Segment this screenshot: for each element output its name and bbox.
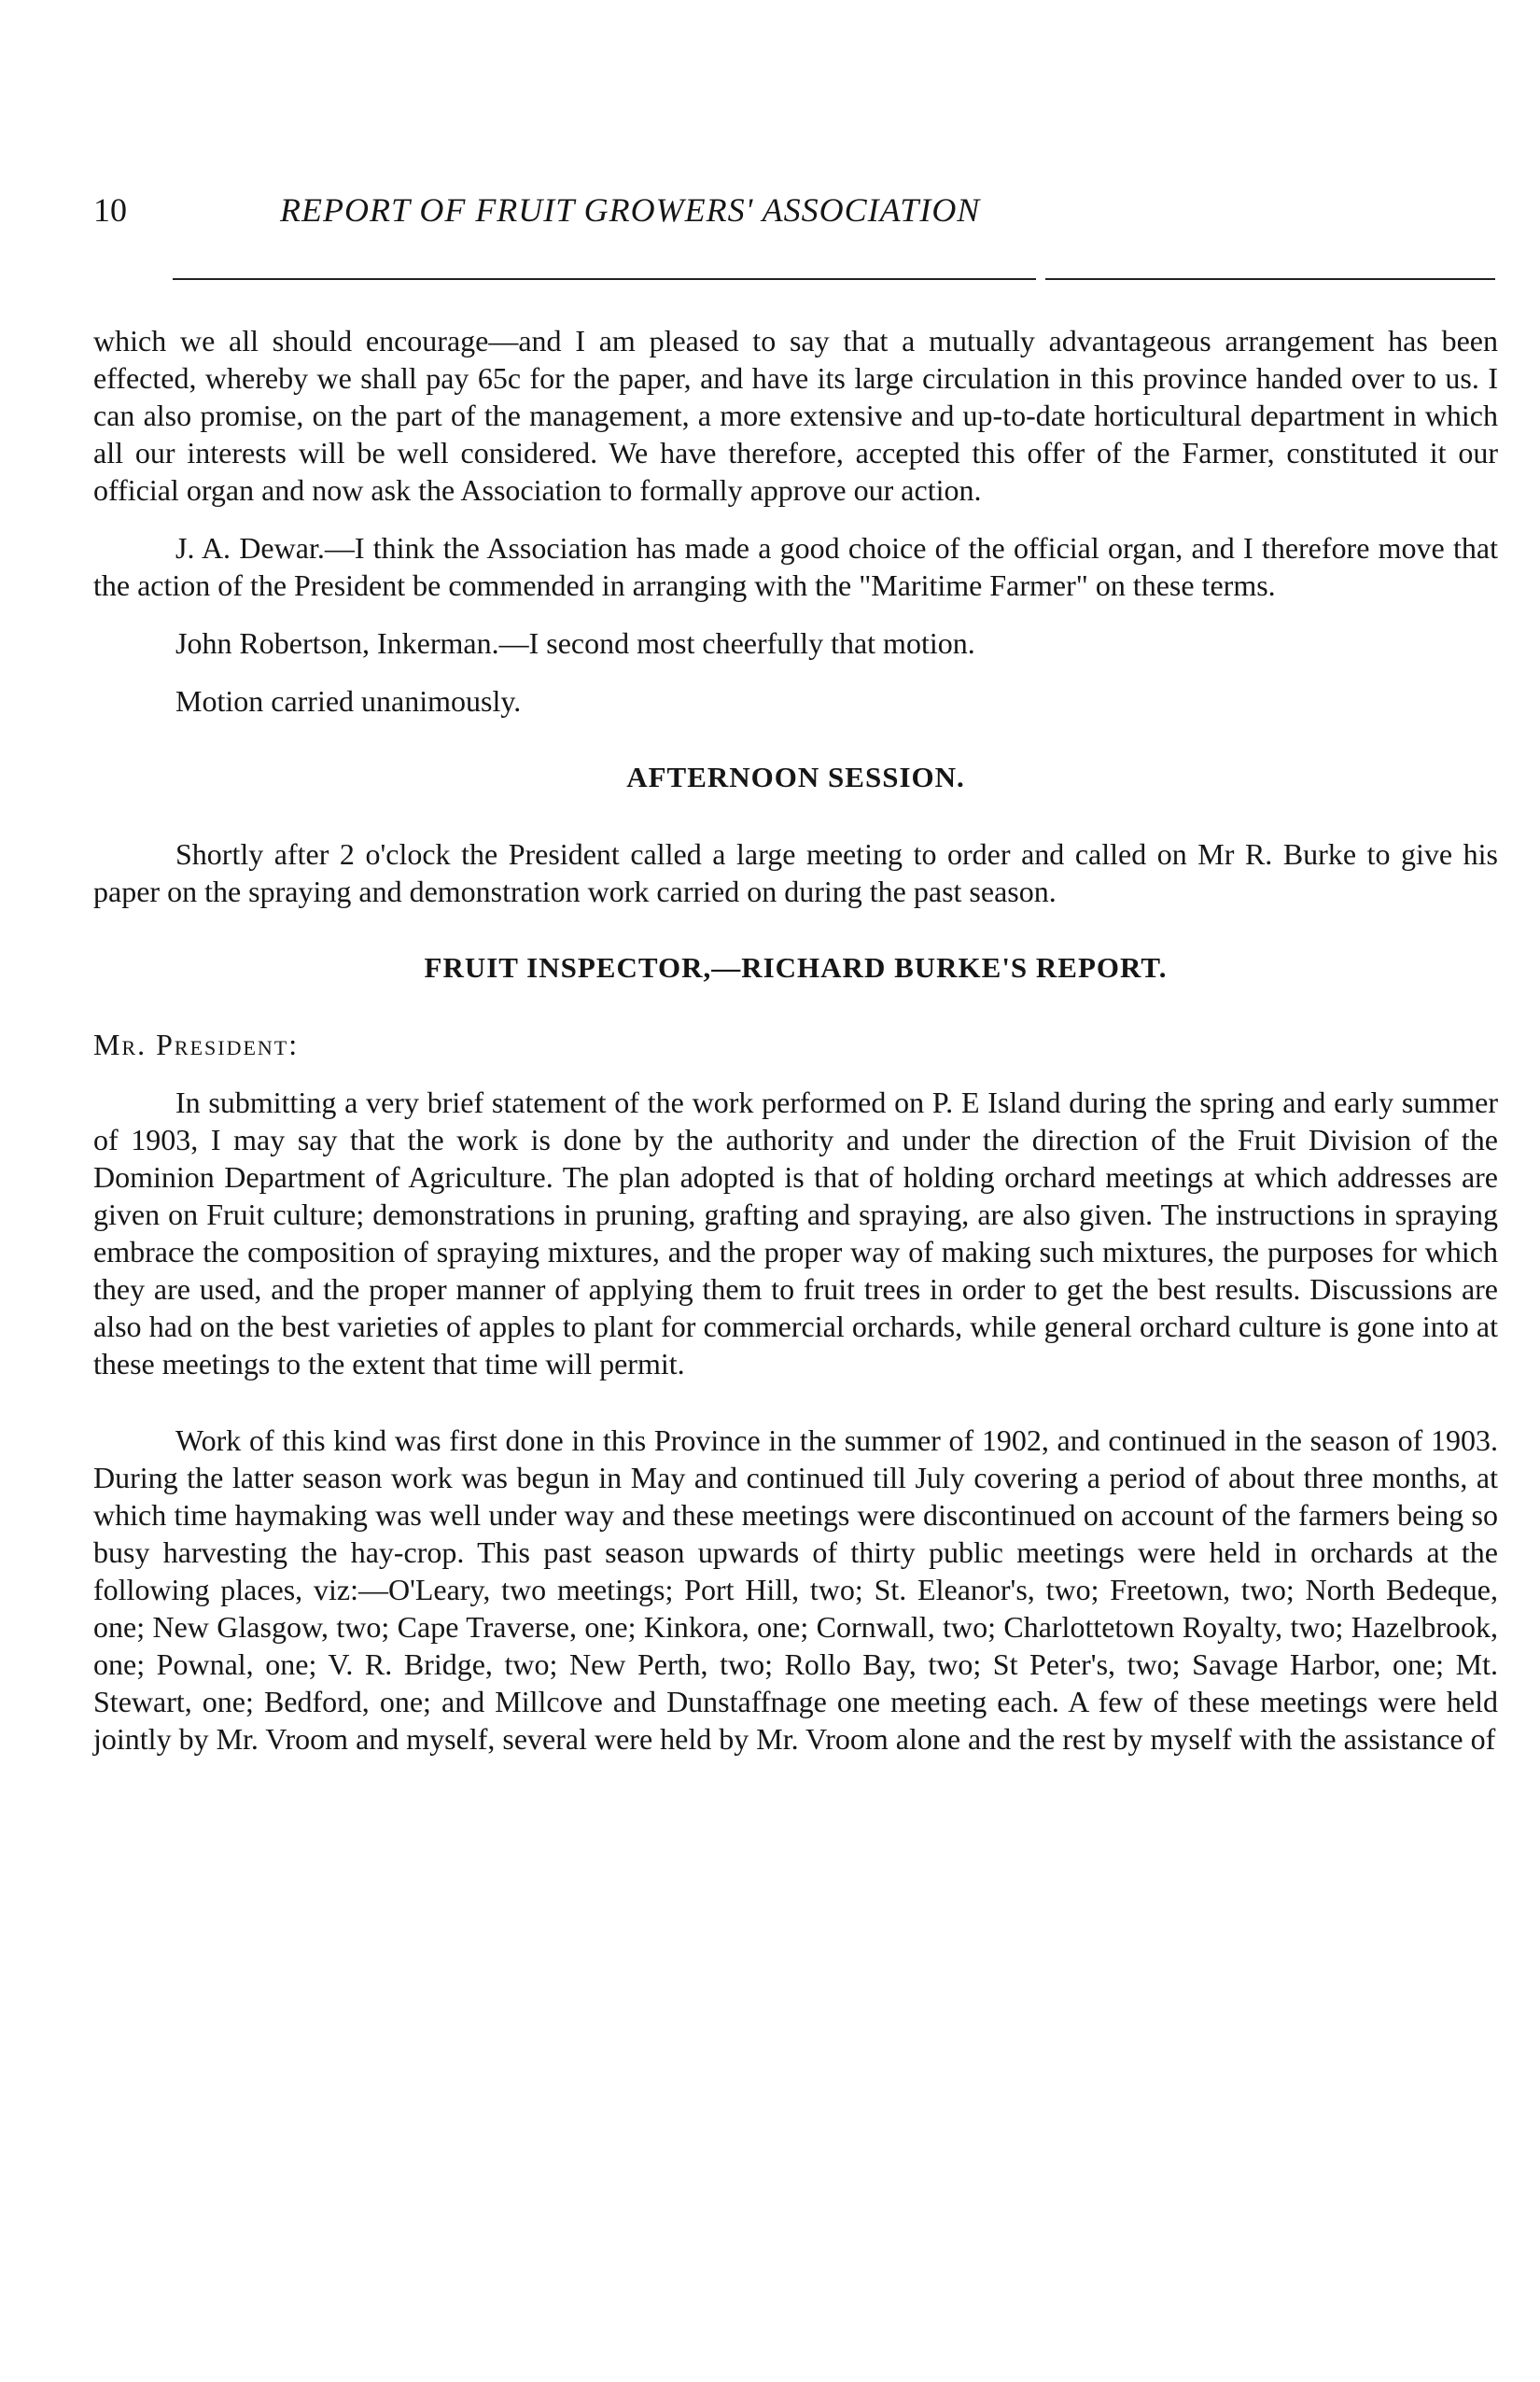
paragraph-continuation: which we all should encourage—and I am pleased to say that a mutually advantageous arrangement has been effected, whereby we shall pay 65c for the paper, and have its large circulation in this province handed over to us. I can also promise, on the part of the management, a more extensive and up-to-date horticultural department in which all our interests will be well considered. We have therefore, accepted this offer of the Farmer, constituted it our official organ and now ask the Association to formally approve our action. xyxy=(93,324,1498,507)
header-rule-left xyxy=(173,278,1036,280)
paragraph-motion-carried: Motion carried unanimously. xyxy=(175,684,522,718)
page-header xyxy=(93,187,1493,233)
running-title: REPORT OF FRUIT GROWERS' ASSOCIATION xyxy=(280,191,981,229)
page-number: 10 xyxy=(93,191,127,229)
header-rule-right xyxy=(1045,278,1495,280)
salutation: Mr. President: xyxy=(93,1028,300,1061)
page-body xyxy=(93,322,1498,1758)
paragraph-dewar-motion: J. A. Dewar.—I think the Association has made a good choice of the official organ, and I therefore move that the action of the President be commended in arranging with the "Maritime Farmer" on these terms. xyxy=(93,531,1498,602)
heading-fruit-inspector-report: FRUIT INSPECTOR,—RICHARD BURKE'S REPORT. xyxy=(424,951,1168,984)
paragraph-report-statement: In submitting a very brief statement of the work performed on P. E Island during the spring and early summer of 1903, I may say that the work is done by the authority and under the direction of the Fruit Division of the Dominion Department of Agriculture. The plan adopted is that of holding orchard meetings at which addresses are given on Fruit culture; demonstrations in pruning, grafting and spraying, are also given. The instructions in spraying embrace the composition of spraying mixtures, and the proper way of making such mixtures, the purposes for which they are used, and the proper manner of applying them to fruit trees in order to get the best results. Discussions are also had on the best varieties of apples to plant for commercial orchards, while general orchard culture is gone into at these meetings to the extent that time will permit. xyxy=(93,1086,1498,1380)
paragraph-meetings-list: Work of this kind was first done in this Province in the summer of 1902, and continued in the season of 1903. During the latter season work was begun in May and continued till July covering a period of about three months, at which time haymaking was well under way and these meetings were discontinued on account of the farmers being so busy harvesting the hay-crop. This past season upwards of thirty public meetings were held in orchards at the following places, viz:—O'Leary, two meetings; Port Hill, two; St. Eleanor's, two; Freetown, two; North Bedeque, one; New Glasgow, two; Cape Traverse, one; Kinkora, one; Cornwall, two; Charlottetown Royalty, two; Hazelbrook, one; Pownal, one; V. R. Bridge, two; New Perth, two; Rollo Bay, two; St Peter's, two; Savage Harbor, one; Mt. Stewart, one; Bedford, one; and Millcove and Dunstaffnage one meeting each. A few of these meetings were held jointly by Mr. Vroom and myself, several were held by Mr. Vroom alone and the rest by myself with the assistance of xyxy=(93,1423,1498,1756)
paragraph-afternoon-intro: Shortly after 2 o'clock the President called a large meeting to order and called on Mr R. Burke to give his paper on the spraying and demonstration work carried on during the past season. xyxy=(93,837,1498,908)
paragraph-robertson-second: John Robertson, Inkerman.—I second most cheerfully that motion. xyxy=(175,626,975,660)
heading-afternoon-session: AFTERNOON SESSION. xyxy=(626,761,965,793)
